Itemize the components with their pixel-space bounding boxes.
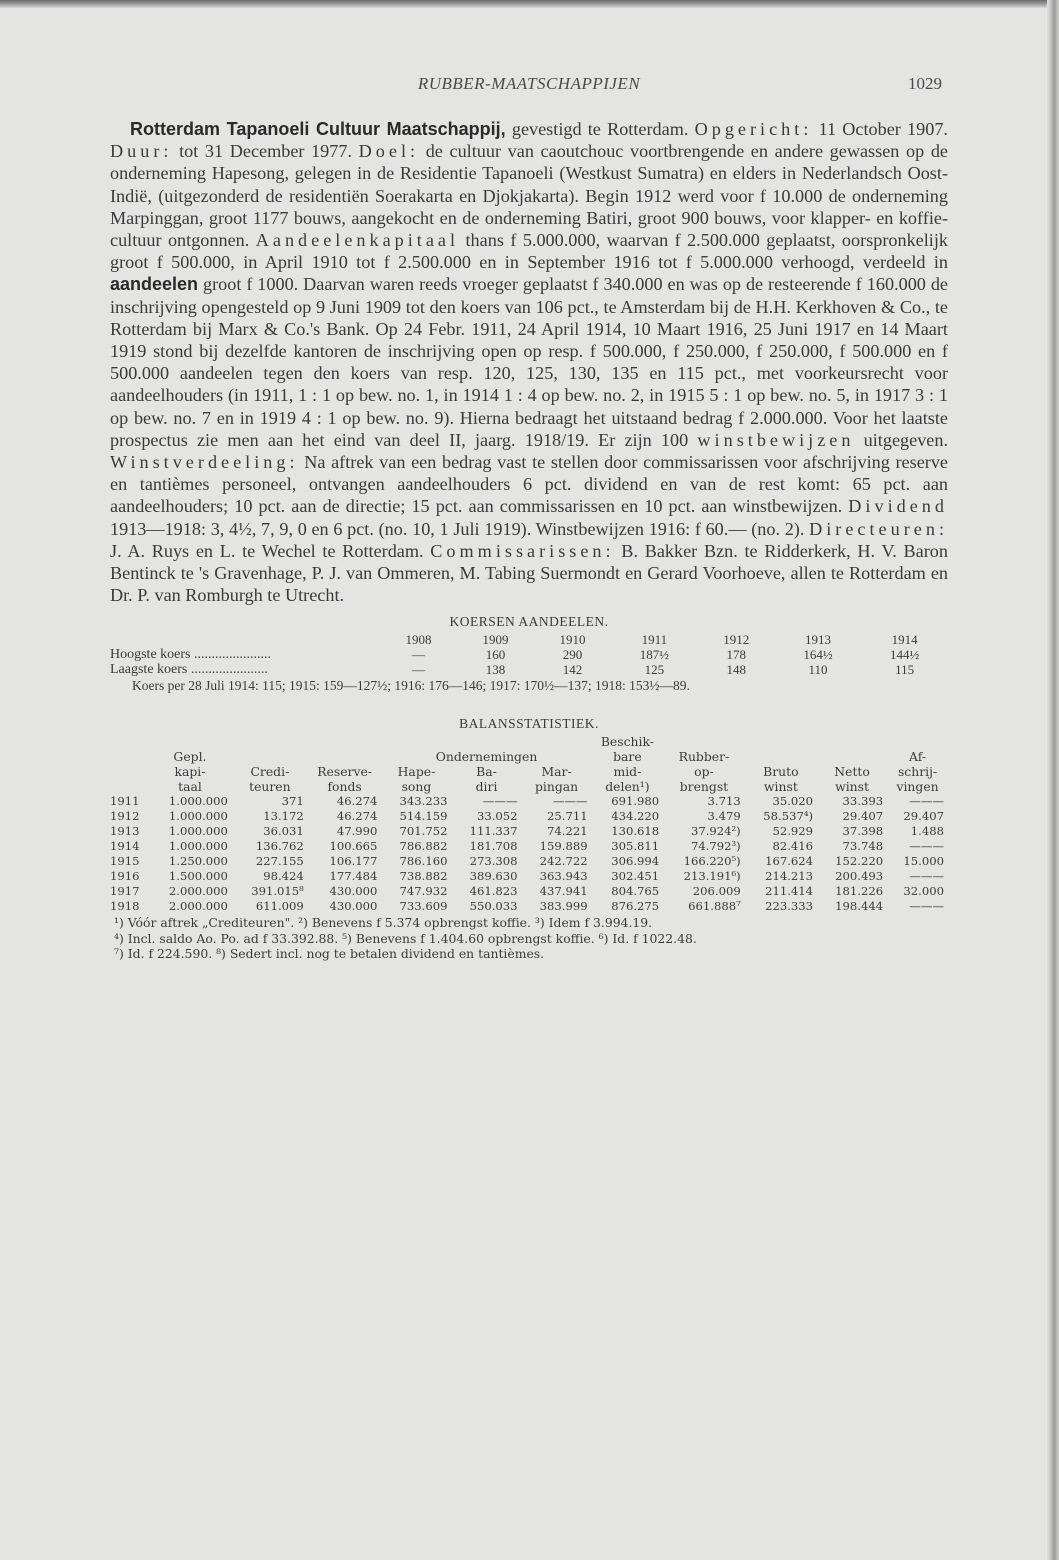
table-cell: 37.924²)	[690, 824, 741, 839]
footnote-line: ⁷) Id. f 224.590. ⁸) Sedert incl. nog te betalen dividend en tantièmes.	[114, 946, 545, 962]
table-cell: 3.713	[707, 794, 741, 809]
commissarissen-label: Commissarissen:	[430, 540, 615, 561]
balans-table	[110, 734, 948, 914]
balans-header-row-3: taal teuren fonds song diri pingan delen¹) brengst winst winst vingen	[178, 779, 939, 795]
table-cell: 804.765	[611, 884, 660, 899]
balans-title: BALANSSTATISTIEK.	[459, 716, 599, 732]
table-cell: 747.932	[399, 884, 448, 899]
table-cell: 306.994	[611, 854, 660, 869]
row-label: Laagste koers ......................	[110, 662, 268, 678]
table-cell: 181.226	[835, 884, 884, 899]
balans-body	[110, 794, 948, 914]
table-cell: 786.882	[399, 839, 448, 854]
table-cell: 181.708	[469, 839, 518, 854]
table-cell: 302.451	[611, 869, 660, 884]
table-cell: 73.748	[842, 839, 884, 854]
winstverdeeling-label: Winstverdeeling:	[110, 452, 299, 473]
table-cell: 550.033	[469, 899, 518, 914]
table-cell: ———	[482, 794, 518, 809]
table-row	[110, 794, 948, 809]
table-cell: 98.424	[263, 869, 304, 884]
table-cell: 1.000.000	[168, 794, 228, 809]
table-row	[110, 884, 948, 899]
koersen-table	[110, 632, 948, 677]
year-cell: 1916	[110, 869, 140, 884]
table-cell: 1.250.000	[168, 854, 228, 869]
table-cell: 100.665	[329, 839, 378, 854]
table-cell: ———	[552, 794, 588, 809]
table-row: Laagste koers ...................... — 138 142 125 148 110 115	[110, 662, 915, 678]
table-cell: 430.000	[329, 899, 378, 914]
year-cell: 1909	[482, 632, 509, 648]
table-cell: 227.155	[255, 854, 304, 869]
table-cell: 214.213	[765, 869, 814, 884]
balans-header-row-1: Gepl. Ondernemingen bare Rubber- Af-	[173, 749, 927, 765]
table-cell: ———	[909, 899, 944, 914]
table-cell: 111.337	[469, 824, 518, 839]
aandeelen-label: aandeelen	[110, 274, 199, 295]
year-cell: 1918	[110, 899, 140, 914]
dividend-label: Dividend	[848, 496, 948, 517]
winstbewijzen-label: winstbewijzen	[697, 429, 855, 450]
table-cell: 33.393	[842, 794, 884, 809]
footnotes	[110, 915, 948, 962]
table-cell: 130.618	[611, 824, 660, 839]
table-cell: 1.000.000	[168, 809, 228, 824]
opgericht-label: Opgericht:	[694, 119, 813, 139]
koersen-year-row	[110, 632, 948, 647]
table-cell: 15.000	[903, 854, 944, 869]
year-cell: 1915	[110, 854, 140, 869]
table-cell: 437.941	[539, 884, 588, 899]
company-name: Rotterdam Tapanoeli Cultuur Maatschappij,	[130, 119, 506, 139]
table-cell: 876.275	[611, 899, 660, 914]
table-cell: 2.000.000	[168, 899, 228, 914]
year-cell: 1917	[110, 884, 140, 899]
table-cell: 1.488	[910, 824, 944, 839]
year-cell: 1914	[891, 632, 918, 648]
beschik-header: Beschik-	[600, 734, 654, 750]
table-cell: 159.889	[539, 839, 588, 854]
table-cell: 1.000.000	[168, 824, 228, 839]
scan-top-edge	[0, 0, 1059, 8]
table-cell: 363.943	[539, 869, 588, 884]
table-cell: 32.000	[903, 884, 944, 899]
table-cell: 343.233	[399, 794, 448, 809]
table-cell: 13.172	[263, 809, 304, 824]
table-cell: 52.929	[772, 824, 814, 839]
table-cell: 213.191⁶)	[683, 869, 741, 884]
table-cell: ———	[909, 869, 944, 884]
table-cell: ———	[909, 794, 944, 809]
table-row	[110, 899, 948, 914]
table-cell: 136.762	[255, 839, 304, 854]
table-cell: 1.000.000	[168, 839, 228, 854]
table-cell: 514.159	[399, 809, 448, 824]
year-cell: 1913	[110, 824, 140, 839]
row-label: Hoogste koers ......................	[110, 647, 271, 663]
table-cell: 383.999	[539, 899, 588, 914]
balans-header-row-0	[110, 734, 948, 749]
koersen-title: KOERSEN AANDEELEN.	[449, 614, 609, 630]
table-cell: 223.333	[765, 899, 814, 914]
table-row	[110, 854, 948, 869]
doel-label: Doel:	[358, 141, 420, 162]
table-cell: 82.416	[772, 839, 814, 854]
table-cell: 738.882	[399, 869, 448, 884]
table-cell: 152.220	[835, 854, 884, 869]
table-cell: 36.031	[263, 824, 304, 839]
table-cell: 35.020	[772, 794, 814, 809]
table-cell: 733.609	[399, 899, 448, 914]
kapitaal-label: Aandeelenkapitaal	[255, 230, 460, 251]
table-cell: 242.722	[539, 854, 588, 869]
table-cell: 1.500.000	[168, 869, 228, 884]
table-cell: 611.009	[255, 899, 304, 914]
table-cell: 74.792³)	[690, 839, 741, 854]
document-page	[110, 70, 948, 962]
table-cell: 46.274	[336, 794, 378, 809]
ondernemingen-header: Ondernemingen	[435, 749, 538, 765]
table-cell: 29.407	[903, 809, 944, 824]
table-cell: 461.823	[469, 884, 518, 899]
table-cell: 2.000.000	[168, 884, 228, 899]
scan-binding-edge	[1047, 0, 1059, 1560]
table-cell: 166.220⁵)	[683, 854, 741, 869]
table-cell: 434.220	[611, 809, 660, 824]
table-cell: 391.015⁸	[251, 884, 304, 899]
year-cell: 1913	[805, 632, 832, 648]
page-number: 1029	[908, 74, 942, 93]
table-cell: 273.308	[469, 854, 518, 869]
table-cell: 200.493	[835, 869, 884, 884]
koers-per-line: Koers per 28 Juli 1914: 115; 1915: 159—127½; 1916: 176—146; 1917: 170½—137; 1918: 153½—89.	[132, 678, 690, 694]
year-cell: 1911	[110, 794, 140, 809]
year-cell: 1912	[110, 809, 140, 824]
table-cell: 106.177	[329, 854, 378, 869]
table-row	[110, 824, 948, 839]
table-cell: 3.479	[707, 809, 741, 824]
table-cell: 46.274	[336, 809, 378, 824]
table-cell: 701.752	[399, 824, 448, 839]
table-cell: ———	[909, 839, 944, 854]
table-cell: 29.407	[842, 809, 884, 824]
running-title: RUBBER-MAATSCHAPPIJEN	[417, 74, 641, 93]
table-cell: 211.414	[765, 884, 814, 899]
running-header	[110, 70, 948, 100]
table-cell: 25.711	[547, 809, 588, 824]
table-row	[110, 809, 948, 824]
directeuren-label: Directeuren:	[809, 518, 948, 539]
table-row: Hoogste koers ...................... — 160 290 187½ 178 164½ 144½	[110, 647, 920, 663]
table-row	[110, 839, 948, 854]
table-cell: 177.484	[329, 869, 378, 884]
table-cell: 691.980	[611, 794, 660, 809]
year-cell: 1911	[641, 632, 668, 648]
table-cell: 206.009	[692, 884, 741, 899]
table-cell: 74.221	[547, 824, 588, 839]
table-cell: 661.888⁷	[688, 899, 741, 914]
table-cell: 430.000	[329, 884, 378, 899]
table-cell: 33.052	[476, 809, 518, 824]
company-entry-paragraph: Rotterdam Tapanoeli Cultuur Maatschappij, gevestigd te Rotterdam. Opgericht: 11 October 1907. Duur: tot 31 December 1977. Doel: de cultuur van caoutchouc voortbrengende en andere gewassen op de onderneming Hapesong, gelegen in de Residentie Tapanoeli (Westkust Sumatra) en elders in Nederlandsch Oost-Indië, (uitgezonderd de residentiën Soerakarta en Djokjakarta). Begin 1912 werd voor f 10.000 de onderneming Marpinggan, groot 1177 bouws, aangekocht en de onderneming Batiri, groot 900 bouws, voor klapper- en koffie-cultuur ontgonnen. Aandeelenkapitaal thans f 5.000.000, waarvan f 2.500.000 geplaatst, oorspronkelijk groot f 500.000, in April 1910 tot f 2.500.000 en in September 1916 tot f 5.000.000 verhoogd, verdeeld in aandeelen groot f 1000. Daarvan waren reeds vroeger geplaatst f 340.000 en was op de resteerende f 160.000 de inschrijving opengesteld op 9 Juni 1909 tot den koers van 106 pct., te Amsterdam bij de H.H. Kerkhoven & Co., te Rotterdam bij Marx & Co.'s Bank. Op 24 Febr. 1911, 24 April 1914, 10 Maart 1916, 25 Juni 1917 en 14 Maart 1919 stond bij dezelfde kantoren de inschrijving open op resp. f 500.000, f 250.000, f 250.000, f 500.000 en f 500.000 aandeelen tegen den koers van resp. 120, 125, 130, 135 en 115 pct., met voorkeursrecht voor aandeelhouders (in 1911, 1 : 1 op bew. no. 1, in 1914 1 : 4 op bew. no. 2, in 1915 5 : 1 op bew. no. 5, in 1917 3 : 1 op bew. no. 7 en in 1919 4 : 1 op bew. no. 9). Hierna bedraagt het uitstaand bedrag f 2.000.000. Voor het laatste prospectus zie men aan het eind van deel II, jaarg. 1918/19. Er zijn 100 winstbewijzen uitgegeven. Winstverdeeling: Na aftrek van een bedrag vast te stellen door commissarissen voor afschrijving reserve en tantièmes personeel, ontvangen aandeelhouders 6 pct. dividend en van de rest komt: 65 pct. aan aandeelhouders; 10 pct. aan de directie; 15 pct. aan commissarissen en 10 pct. aan winstbewijzen. Dividend 1913—1918: 3, 4½, 7, 9, 0 en 6 pct. (no. 10, 1 Juli 1919). Winstbewijzen 1916: f 60.— (no. 2). Directeuren: J. A. Ruys en L. te Wechel te Rotterdam. Commissarissen: B. Bakker Bzn. te Ridderkerk, H. V. Baron Bentinck te 's Gravenhage, P. J. van Ommeren, M. Tabing Suermondt en Gerard Voorhoeve, allen te Rotterdam en Dr. P. van Romburgh te Utrecht.	[110, 119, 948, 606]
table-cell: 305.811	[611, 839, 660, 854]
duur-label: Duur:	[110, 141, 173, 162]
table-cell: 389.630	[469, 869, 518, 884]
table-cell: 47.990	[336, 824, 378, 839]
year-cell: 1908	[405, 632, 432, 648]
year-cell: 1910	[559, 632, 586, 648]
table-cell: 786.160	[399, 854, 448, 869]
table-cell: 371	[281, 794, 304, 809]
year-cell: 1914	[110, 839, 140, 854]
table-cell: 198.444	[835, 899, 884, 914]
table-cell: 167.624	[765, 854, 814, 869]
table-cell: 37.398	[842, 824, 884, 839]
year-cell: 1912	[723, 632, 750, 648]
footnote-line: ⁴) Incl. saldo Ao. Po. ad f 33.392.88. ⁵) Benevens f 1.404.60 opbrengst koffie. ⁶) Id. f 1022.48.	[114, 930, 697, 946]
balans-header-row-2: kapi- Credi- Reserve- Hape- Ba- Mar- mid- op- Bruto Netto schrij-	[174, 764, 938, 780]
footnote-line: ¹) Vóór aftrek „Crediteuren". ²) Benevens f 5.374 opbrengst koffie. ³) Idem f 3.994.19.	[114, 915, 653, 931]
table-cell: 58.537⁴)	[763, 809, 814, 824]
table-row	[110, 869, 948, 884]
